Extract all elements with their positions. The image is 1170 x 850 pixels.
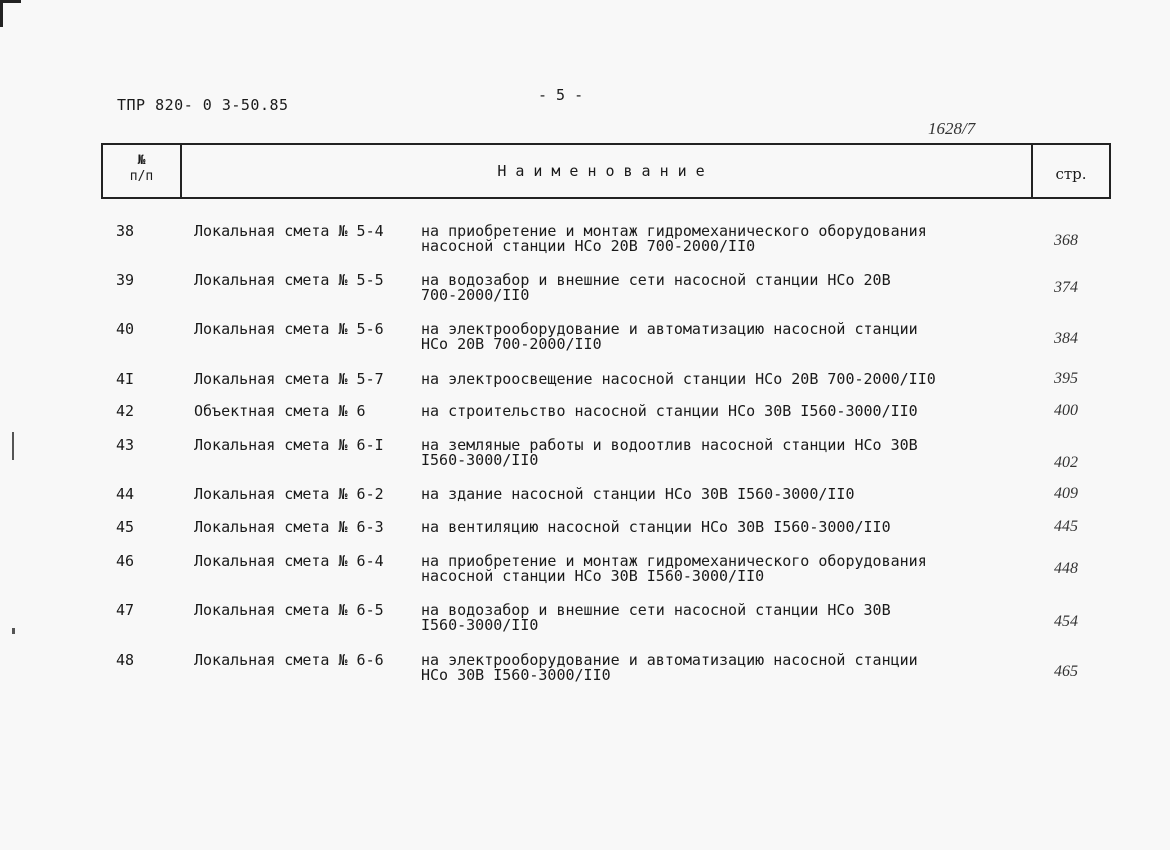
description-line: насосной станции НСо 30В I560-3000/II0 [421,567,765,585]
description-line: на водозабор и внешние сети насосной станции НСо 30В [421,601,891,619]
estimate-description [421,322,918,352]
description-line: насосной станции НСо 20В 700-2000/II0 [421,237,756,255]
row-number: 40 [116,320,135,338]
page-reference: 448 [1054,560,1078,577]
row-number: 44 [116,485,135,503]
row-number: 45 [116,518,135,536]
number-sign: № [137,153,146,168]
estimate-description [421,404,918,419]
column-header-page: стр. [1031,145,1109,197]
description-line: на приобретение и монтаж гидромеханического оборудования [421,552,927,570]
estimate-label: Локальная смета № 6-6 [194,651,384,669]
description-line: НСо 30В I560-3000/II0 [421,666,611,684]
estimate-description [421,653,918,683]
row-number: 46 [116,552,135,570]
estimate-label: Локальная смета № 5-4 [194,222,384,240]
estimate-label: Локальная смета № 6-I [194,436,384,454]
page-reference: 395 [1054,370,1078,387]
page-reference: 409 [1054,485,1078,502]
estimate-label: Локальная смета № 5-5 [194,271,384,289]
estimate-description [421,554,927,584]
estimate-description [421,224,927,254]
scan-edge-mark [12,628,15,634]
row-number: 38 [116,222,135,240]
description-line: на земляные работы и водоотлив насосной станции НСо 30В [421,436,918,454]
page-reference: 445 [1054,518,1078,535]
row-number: 48 [116,651,135,669]
description-line: на приобретение и монтаж гидромеханического оборудования [421,222,927,240]
page-reference: 402 [1054,454,1078,471]
page-reference: 384 [1054,330,1078,347]
row-number: 39 [116,271,135,289]
description-line: НСо 20В 700-2000/II0 [421,335,602,353]
page-reference: 400 [1054,402,1078,419]
description-line: на электрооборудование и автоматизацию насосной станции [421,651,918,669]
estimate-label: Локальная смета № 5-6 [194,320,384,338]
archive-number: 1628/7 [928,119,976,138]
page-reference: 368 [1054,232,1078,249]
page-reference: 454 [1054,613,1078,630]
estimate-description [421,438,918,468]
estimate-label: Объектная смета № 6 [194,402,366,420]
page-number: - 5 - [538,86,584,104]
description-line: на водозабор и внешние сети насосной станции НСо 20В [421,271,891,289]
estimate-description [421,487,854,502]
page-reference: 374 [1054,279,1078,296]
estimate-description [421,603,891,633]
column-header-number [103,145,182,197]
scan-edge-mark [12,432,14,460]
scan-corner-mark [0,0,21,27]
column-header-name: Наименование [497,162,714,180]
estimate-label: Локальная смета № 6-2 [194,485,384,503]
description-line: I560-3000/II0 [421,451,539,469]
estimate-label: Локальная смета № 6-3 [194,518,384,536]
estimate-description [421,273,891,303]
description-line: на вентиляцию насосной станции НСо 30В I560-3000/II0 [421,518,891,536]
description-line: на электрооборудование и автоматизацию насосной станции [421,320,918,338]
estimate-label: Локальная смета № 6-5 [194,601,384,619]
document-code: ТПР 820- 0 3-50.85 [117,96,289,114]
description-line: на здание насосной станции НСо 30В I560-3000/II0 [421,485,855,503]
row-number: 42 [116,402,135,420]
estimate-label: Локальная смета № 5-7 [194,370,384,388]
estimate-description [421,372,936,387]
description-line: на строительство насосной станции НСо 30В I560-3000/II0 [421,402,918,420]
row-number: 4I [116,370,135,388]
description-line: на электроосвещение насосной станции НСо 20В 700-2000/II0 [421,370,936,388]
estimate-label: Локальная смета № 6-4 [194,552,384,570]
estimate-description [421,520,891,535]
number-abbrev: п/п [129,169,154,184]
description-line: 700-2000/II0 [421,286,530,304]
row-number: 43 [116,436,135,454]
table-header [101,143,1111,199]
row-number: 47 [116,601,135,619]
page-reference: 465 [1054,663,1078,680]
description-line: I560-3000/II0 [421,616,539,634]
